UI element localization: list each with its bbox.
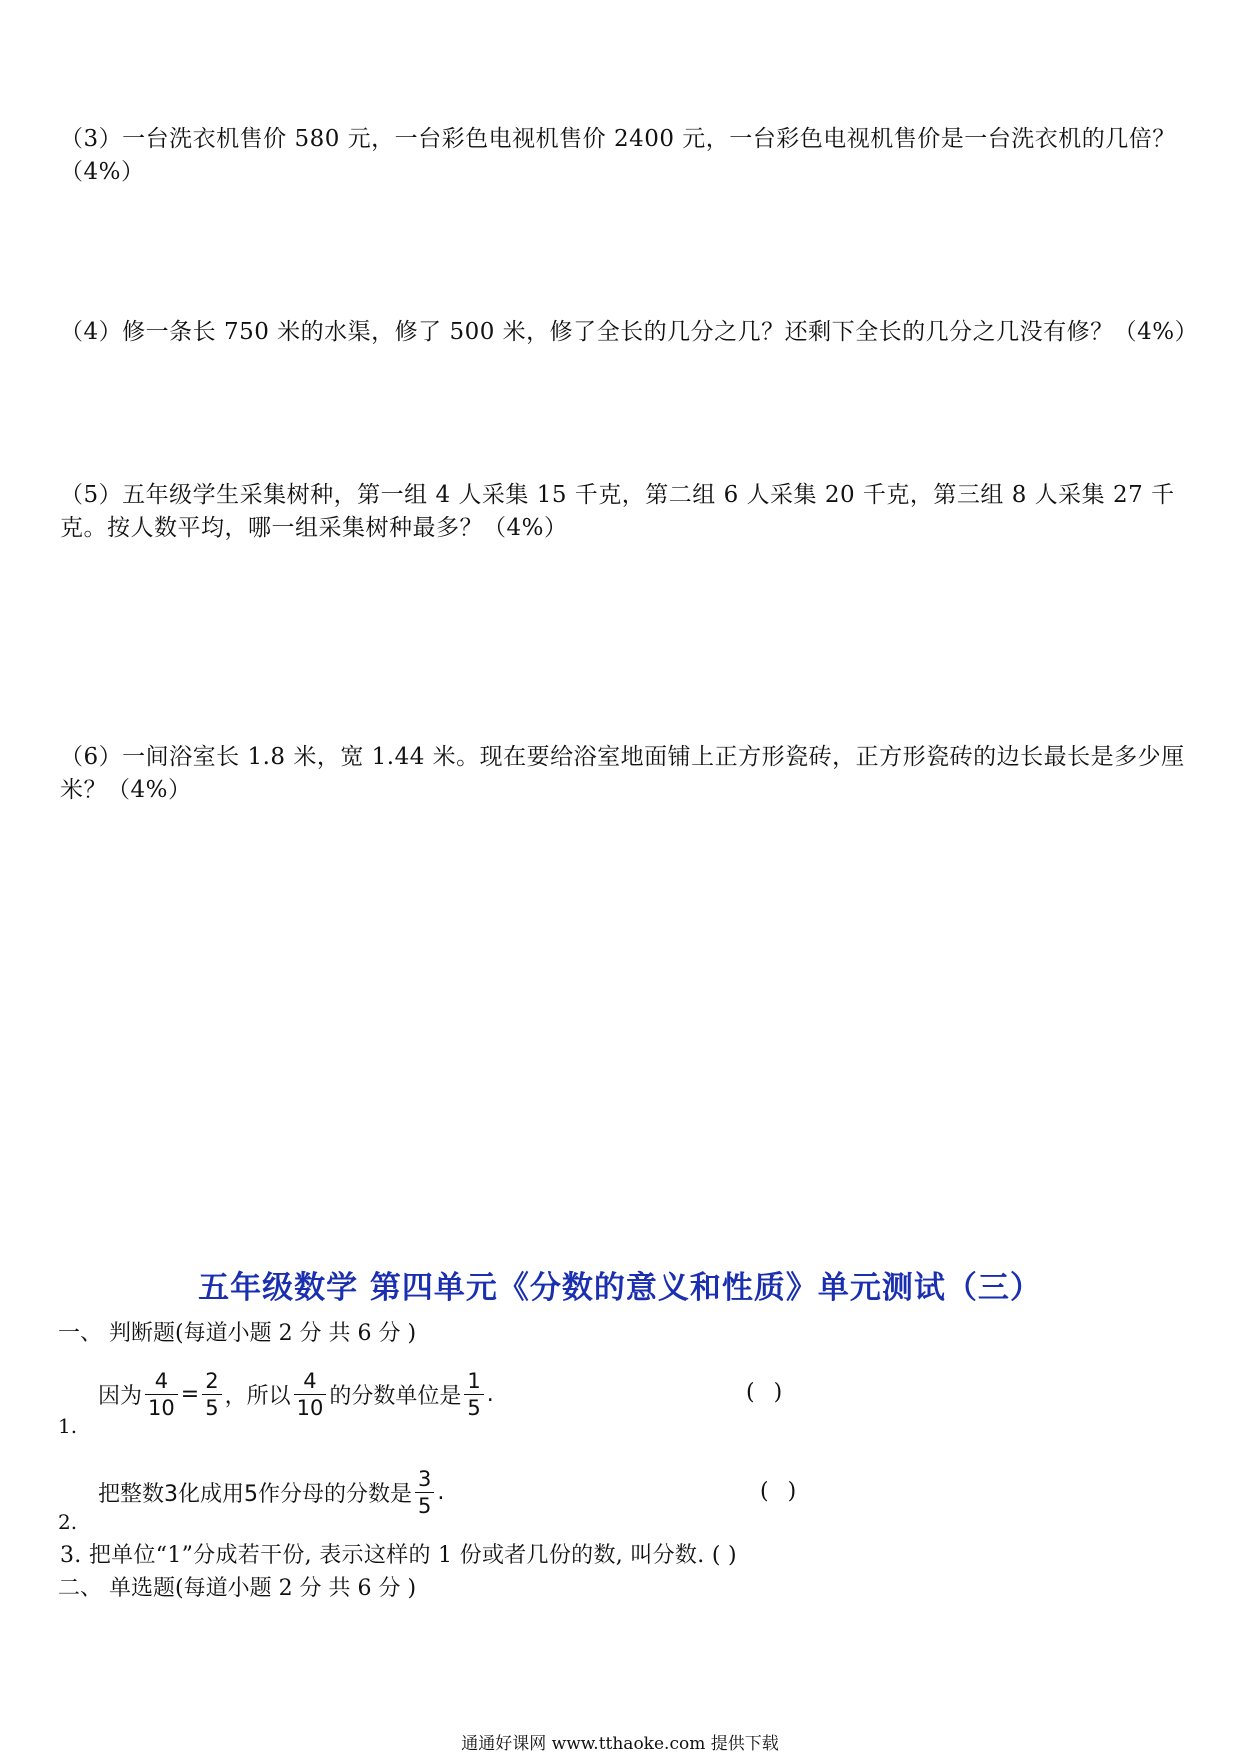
judgment-item-3: 3. 把单位“1”分成若干份, 表示这样的 1 份或者几份的数, 叫分数. ( ) <box>60 1543 737 1568</box>
item2-period: . <box>437 1480 445 1505</box>
item1-because: 因为 <box>98 1384 143 1409</box>
test-title: 五年级数学 第四单元《分数的意义和性质》单元测试（三） <box>198 1270 1042 1306</box>
numerator: 4 <box>303 1369 317 1393</box>
question-4: （4）修一条长 750 米的水渠，修了 500 米，修了全长的几分之几？还剩下全长的几分之几没有修？（4%） <box>60 319 1199 345</box>
item1-answer-blank[interactable]: ( ) <box>746 1380 789 1405</box>
fraction-4-10 <box>145 1368 178 1421</box>
item2-number: 2. <box>58 1510 78 1534</box>
question-3: （3）一台洗衣机售价 580 元，一台彩色电视机售价 2400 元，一台彩色电视机售价是一台洗衣机的几倍？（4%） <box>60 126 1176 185</box>
fraction-2-5 <box>202 1368 221 1421</box>
denominator: 10 <box>148 1396 175 1420</box>
item2-answer-blank[interactable]: ( ) <box>760 1479 803 1504</box>
question-6: （6）一间浴室长 1.8 米，宽 1.44 米。现在要给浴室地面铺上正方形瓷砖，正方形瓷砖的边长最长是多少厘米？（4%） <box>60 744 1185 803</box>
question-5: （5）五年级学生采集树种，第一组 4 人采集 15 千克，第二组 6 人采集 20 千克，第三组 8 人采集 27 千克。按人数平均，哪一组采集树种最多？（4%） <box>60 482 1175 541</box>
denominator: 10 <box>296 1396 324 1420</box>
denominator: 5 <box>467 1396 481 1420</box>
judgment-item-1 <box>98 1368 494 1421</box>
item1-number: 1. <box>58 1414 78 1438</box>
section-judgment-heading: 一、 判断题(每道小题 2 分 共 6 分 ) <box>58 1321 417 1346</box>
item1-unit-text: 的分数单位是 <box>329 1384 462 1409</box>
denominator: 5 <box>418 1494 432 1518</box>
numerator: 3 <box>418 1467 432 1491</box>
numerator: 2 <box>205 1369 219 1393</box>
fraction-4-10-b <box>294 1368 327 1421</box>
item1-period: . <box>486 1382 494 1407</box>
footer-source: 通通好课网 www.tthaoke.com 提供下载 <box>461 1734 779 1754</box>
denominator: 5 <box>205 1396 219 1420</box>
judgment-item-2 <box>98 1466 444 1519</box>
equals-sign: = <box>180 1382 200 1407</box>
item1-so: ，所以 <box>224 1384 291 1409</box>
item2-text: 把整数3化成用5作分母的分数是 <box>98 1482 412 1507</box>
fraction-1-5 <box>464 1368 483 1421</box>
numerator: 1 <box>467 1369 481 1393</box>
numerator: 4 <box>154 1369 169 1393</box>
fraction-3-5 <box>415 1466 434 1519</box>
section-single-choice-heading: 二、 单选题(每道小题 2 分 共 6 分 ) <box>58 1576 417 1601</box>
